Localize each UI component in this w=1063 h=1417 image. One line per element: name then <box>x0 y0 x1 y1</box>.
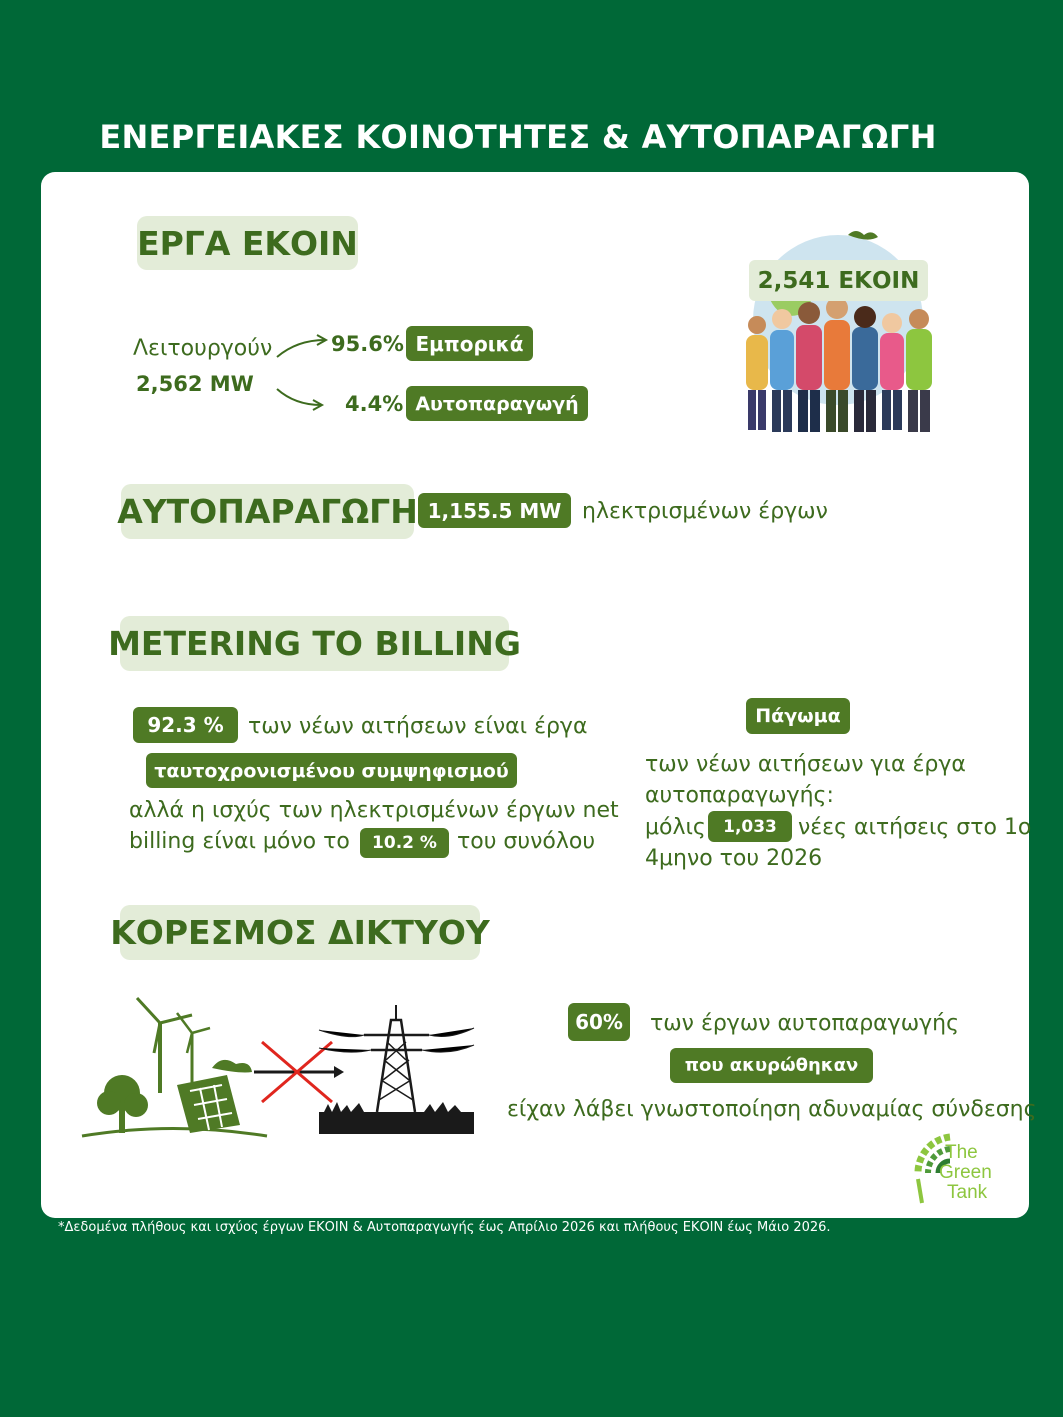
selfproduction-heading: ΑΥΤΟΠΑΡΑΓΩΓΗ <box>121 484 414 539</box>
logo-line1: The <box>945 1142 978 1163</box>
selfprod-pct: 4.4% <box>345 392 404 416</box>
selfproduction-mw-badge: 1,155.5 MW <box>418 493 571 528</box>
saturation-line1: των έργων αυτοπαραγωγής <box>650 1011 959 1036</box>
projects-heading: ΕΡΓΑ ΕΚΟΙΝ <box>137 216 358 270</box>
metering-heading: METERING TO BILLING <box>120 616 509 671</box>
saturation-line2: είχαν λάβει γνωστοποίηση αδυναμίας σύνδεσης <box>507 1097 1037 1122</box>
page-title: ΕΝΕΡΓΕΙΑΚΕΣ ΚΟΙΝΟΤΗΤΕΣ & ΑΥΤΟΠΑΡΑΓΩΓΗ <box>99 118 937 156</box>
metering-line1: των νέων αιτήσεων είναι έργα <box>248 714 588 739</box>
cancelled-badge: που ακυρώθηκαν <box>670 1048 873 1083</box>
power-tower-illustration <box>319 1000 474 1135</box>
metering-line2: αλλά η ισχύς των ηλεκτρισμένων έργων net <box>129 798 619 823</box>
metering-line3-end: του συνόλου <box>457 829 596 854</box>
freeze-line2: αυτοπαραγωγής: <box>645 783 834 808</box>
freeze-count-badge: 1,033 <box>708 811 792 842</box>
selfprod-badge: Αυτοπαραγωγή <box>406 386 588 421</box>
freeze-line3-start: μόλις <box>645 815 706 840</box>
ekoin-count-badge: 2,541 ΕΚΟΙΝ <box>749 260 928 301</box>
renewables-illustration <box>82 993 267 1138</box>
net-billing-pct-badge: 10.2 % <box>360 828 449 858</box>
logo-line2: Green <box>939 1162 992 1183</box>
community-people-illustration <box>728 225 948 440</box>
arrow-down-icon <box>275 385 335 415</box>
commercial-pct: 95.6% <box>331 332 404 356</box>
saturation-pct-badge: 60% <box>568 1003 630 1041</box>
net-metering-badge: ταυτοχρονισμένου συμψηφισμού <box>146 753 517 788</box>
footnote: *Δεδομένα πλήθους και ισχύος έργων ΕΚΟΙΝ & Αυτοπαραγωγής έως Απρίλιο 2026 και πλήθους ΕΚΟΙΝ έως Μάιο 2026. <box>58 1220 831 1235</box>
freeze-line3-end: νέες αιτήσεις στο 1ο <box>798 815 1032 840</box>
net-metering-pct-badge: 92.3 % <box>133 707 238 743</box>
commercial-badge: Εμπορικά <box>406 326 533 361</box>
arrow-up-icon <box>275 332 335 362</box>
freeze-line1: των νέων αιτήσεων για έργα <box>645 752 966 777</box>
operating-label: Λειτουργούν <box>133 336 273 361</box>
selfproduction-text: ηλεκτρισμένων έργων <box>582 499 828 524</box>
operating-mw: 2,562 MW <box>136 372 254 396</box>
metering-line3-start: billing είναι μόνο το <box>129 829 350 854</box>
freeze-badge: Πάγωμα <box>746 698 850 734</box>
freeze-line4: 4μηνο του 2026 <box>645 846 823 871</box>
saturation-heading: ΚΟΡΕΣΜΟΣ ΔΙΚΤΥΟΥ <box>120 905 480 960</box>
logo-line3: Tank <box>947 1182 988 1203</box>
